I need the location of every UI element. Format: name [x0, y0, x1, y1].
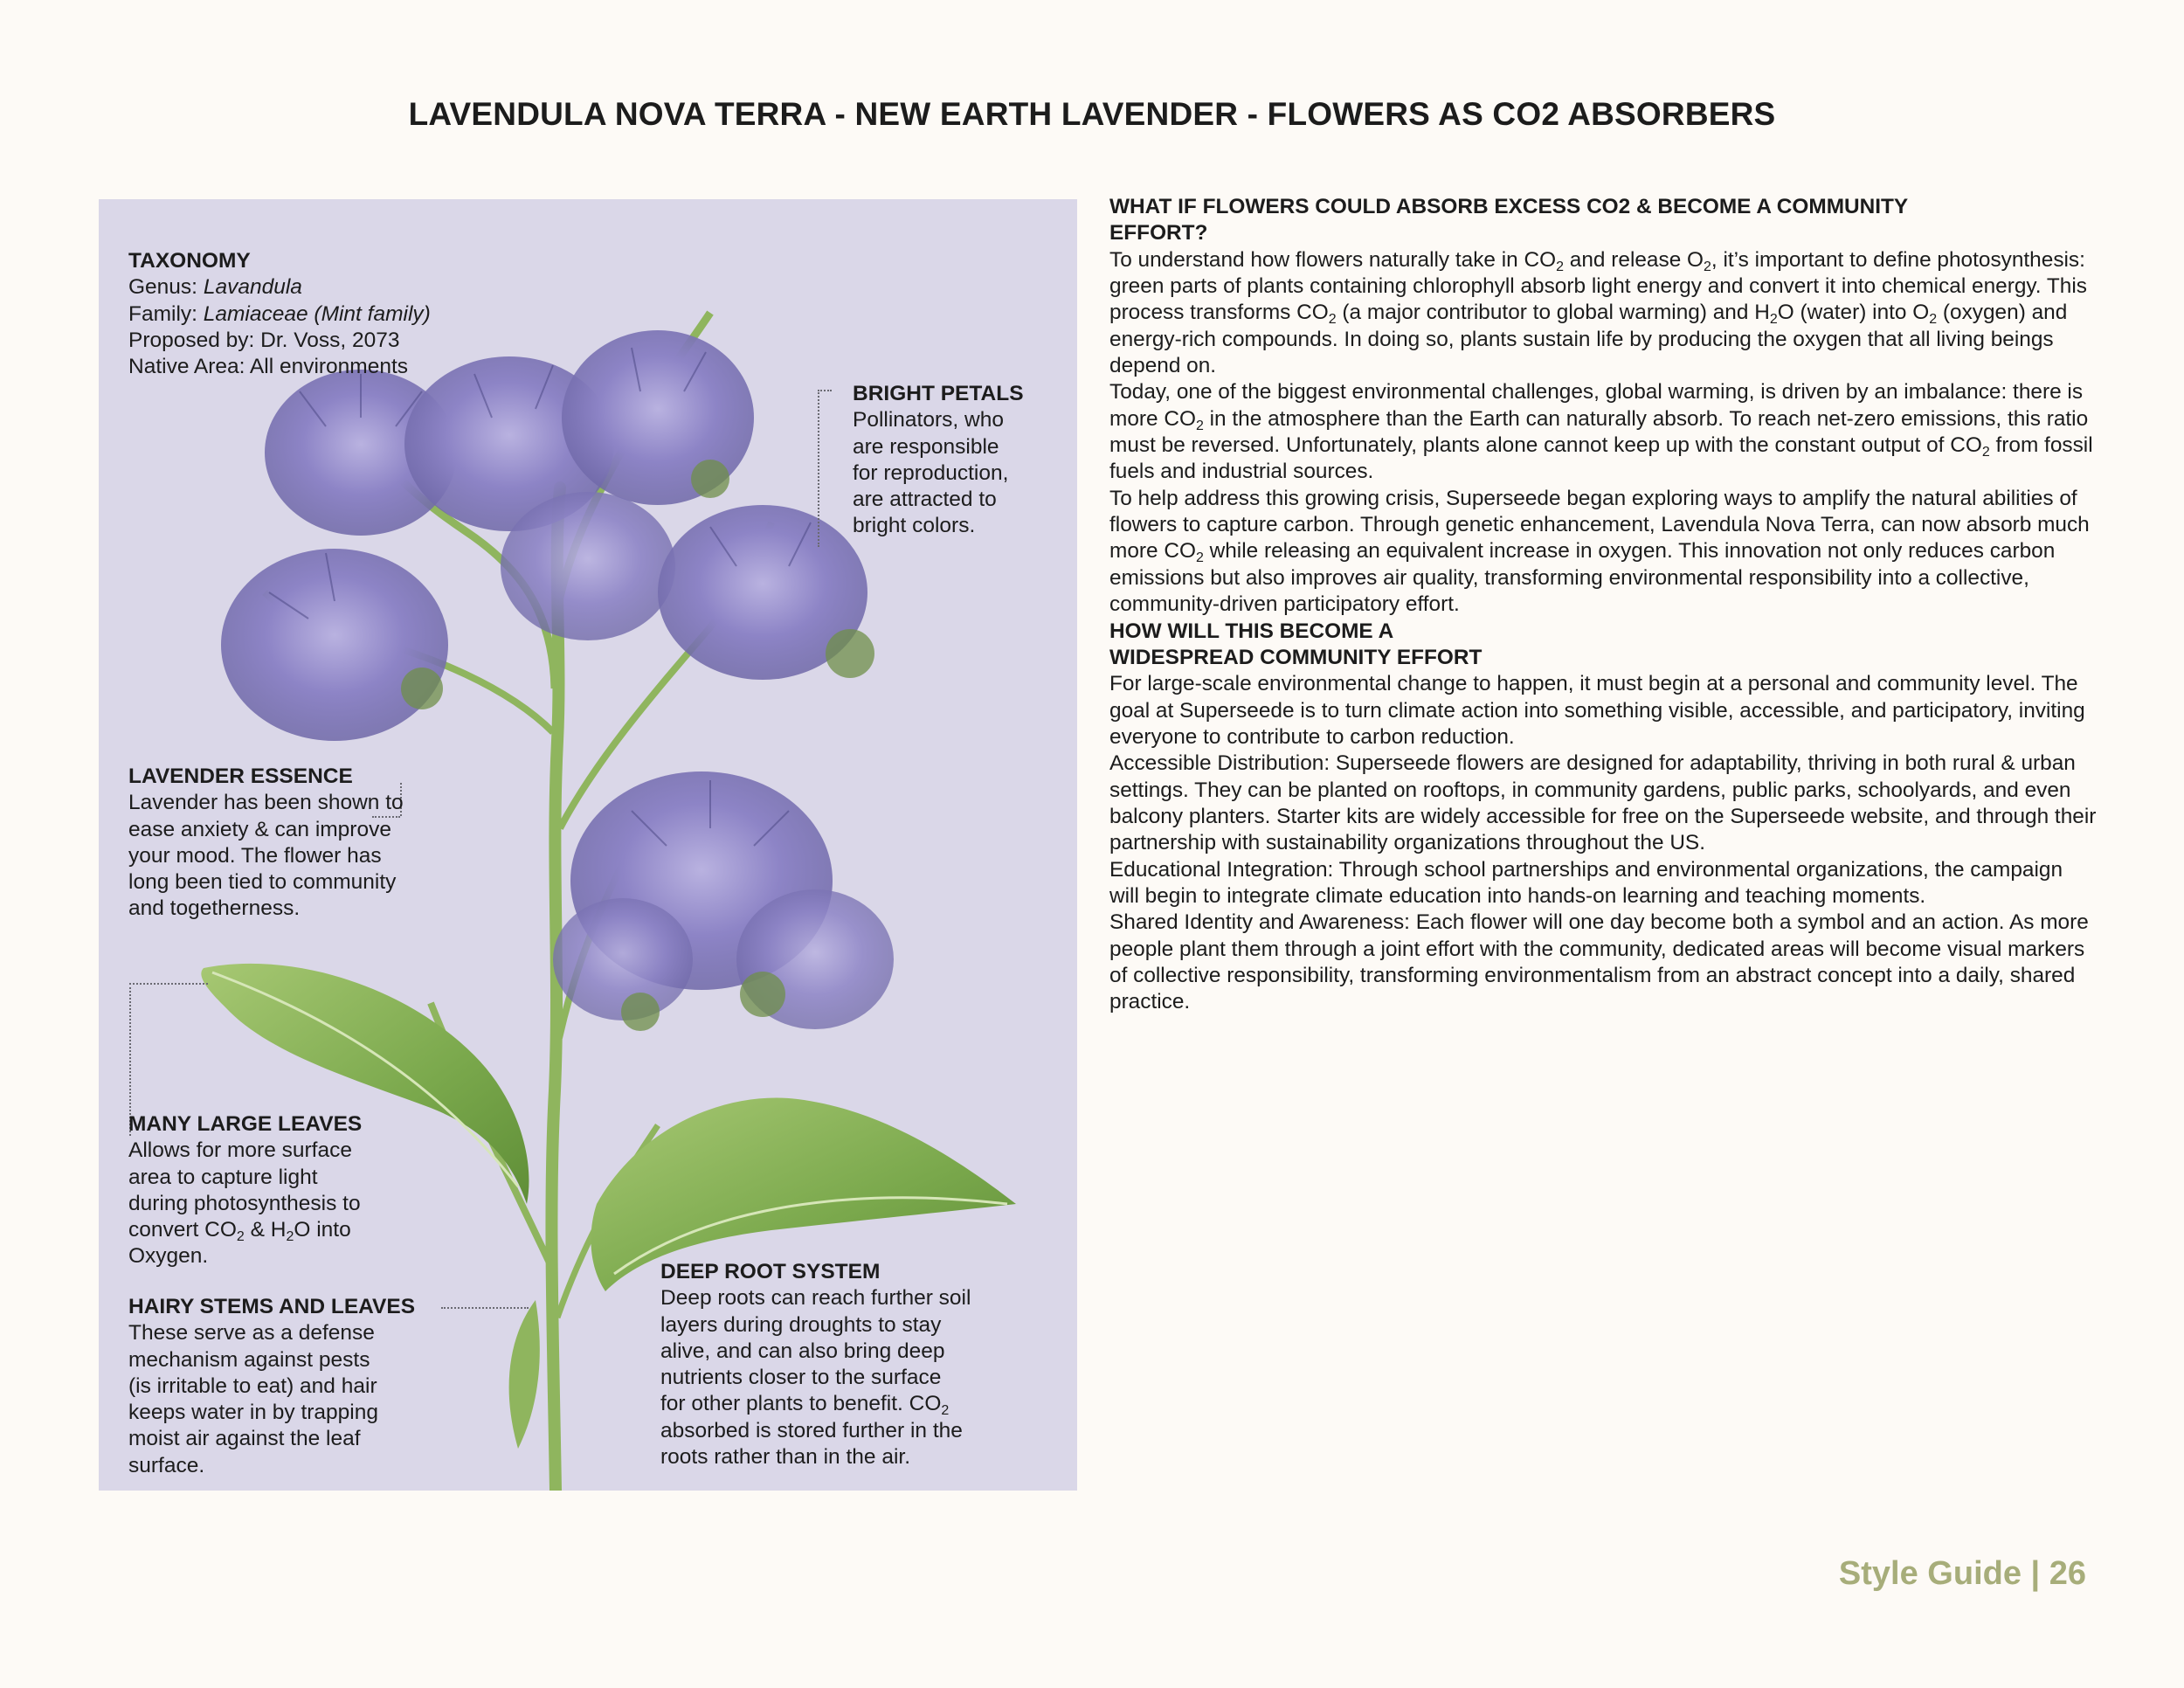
subscript: 2 [286, 1229, 294, 1245]
subscript: 2 [1195, 418, 1204, 433]
paragraph-6: Educational Integration: Through school partnerships and environmental organizations, the campaign will begin to integrate climate education into hands-on learning and teaching moments. [1109, 857, 2063, 908]
many-leaves-line: Oxygen. [128, 1244, 209, 1269]
heading-line: WIDESPREAD COMMUNITY EFFORT [1109, 645, 1482, 669]
bright-petals-line: are attracted to [853, 488, 997, 512]
taxonomy-heading: TAXONOMY [128, 249, 251, 273]
many-leaves-line: area to capture light [128, 1165, 318, 1189]
text-run: in the atmosphere than the Earth can naturally absorb. To reach net-zero emissions, this ratio must be reversed. Unfortunately, plants alone cannot keep up with the constant output of CO [1109, 406, 2089, 458]
article-column [1109, 194, 2097, 1016]
illustration-panel [99, 199, 1077, 1491]
formula-part: for other plants to benefit. CO [660, 1392, 942, 1416]
deep-root-line: Deep roots can reach further soil [660, 1286, 971, 1311]
text-run: To help address this growing crisis, Superseede began exploring ways to amplify the natural abilities of flowers to capture carbon. Through genetic enhancement, Lavendula Nova Terra, can now absorb much more CO [1109, 486, 2090, 564]
subscript: 2 [1195, 550, 1204, 566]
paragraph-7: Shared Identity and Awareness: Each flower will one day become both a symbol and an action. As more people plant them through a joint effort with the community, dedicated areas will become visual markers of collective responsibility, transforming environmentalism from an abstract concept into a daily, shared practice. [1109, 910, 2089, 1014]
heading-line: HOW WILL THIS BECOME A [1109, 619, 1394, 643]
text-run: and release O [1564, 247, 1704, 272]
many-leaves-line: Allows for more surface [128, 1138, 352, 1163]
taxonomy-label [128, 248, 565, 380]
family-value: Lamiaceae (Mint family) [203, 301, 431, 326]
subscript: 2 [1981, 445, 1990, 460]
text-run: from fossil fuels and industrial sources. [1109, 433, 2093, 484]
bright-petals-heading: BRIGHT PETALS [853, 382, 1024, 405]
hairy-stems-line: keeps water in by trapping [128, 1401, 378, 1425]
lavender-essence-line: ease anxiety & can improve [128, 817, 391, 841]
section-heading-1 [1109, 194, 2097, 247]
deep-root-line: layers during droughts to stay [660, 1312, 942, 1337]
hairy-stems-line: mechanism against pests [128, 1347, 370, 1372]
deep-root-co2-line [660, 1391, 1062, 1417]
subscript: 2 [941, 1403, 950, 1419]
bright-petals-leader-tick [818, 390, 832, 391]
lavender-essence-label [128, 764, 495, 923]
paragraph-1 [1109, 247, 2097, 380]
subscript: 2 [1556, 259, 1565, 274]
hairy-stems-line: surface. [128, 1453, 205, 1477]
hairy-stems-heading: HAIRY STEMS AND LEAVES [128, 1295, 416, 1318]
lavender-essence-line: and togetherness. [128, 896, 301, 921]
heading-line: EFFORT? [1109, 221, 1208, 246]
subscript: 2 [1769, 312, 1778, 328]
bright-petals-line: bright colors. [853, 514, 976, 538]
leaves-leader-tick [129, 983, 208, 985]
section-heading-2 [1109, 619, 2097, 672]
bright-petals-label [853, 381, 1062, 540]
paragraph-2 [1109, 379, 2097, 485]
text-run: , it’s important to define photosynthesis: green parts of plants containing chlorophyll absorb light energy and convert it into chemical energy. This process transforms CO [1109, 247, 2087, 325]
text-run: O (water) into O [1777, 301, 1930, 325]
subscript: 2 [236, 1229, 245, 1245]
paragraph-3 [1109, 486, 2097, 619]
deep-root-label [660, 1259, 1062, 1470]
deep-root-line: nutrients closer to the surface [660, 1366, 942, 1390]
page-footer: Style Guide | 26 [1838, 1555, 2086, 1592]
native-area: Native Area: All environments [128, 355, 409, 379]
bright-petals-line: Pollinators, who [853, 408, 1004, 432]
deep-root-line: roots rather than in the air. [660, 1445, 910, 1470]
many-leaves-label [128, 1111, 443, 1270]
hairy-stems-line: These serve as a defense [128, 1321, 375, 1346]
deep-root-line: absorbed is stored further in the [660, 1418, 963, 1442]
lavender-essence-heading: LAVENDER ESSENCE [128, 764, 353, 788]
lavender-essence-line: Lavender has been shown to [128, 791, 404, 815]
genus-label: Genus: [128, 275, 204, 300]
many-leaves-heading: MANY LARGE LEAVES [128, 1112, 363, 1136]
subscript: 2 [1704, 259, 1711, 274]
deep-root-line: alive, and can also bring deep [660, 1339, 945, 1363]
many-leaves-formula [128, 1217, 443, 1243]
subscript: 2 [1328, 312, 1337, 328]
page-title: LAVENDULA NOVA TERRA - NEW EARTH LAVENDER - FLOWERS AS CO2 ABSORBERS [408, 96, 1776, 132]
text-run: (oxygen) and energy-rich compounds. In doing so, plants sustain life by producing the oxygen that all living beings depend on. [1109, 301, 2068, 378]
paragraph-4: For large-scale environmental change to happen, it must begin at a personal and community level. The goal at Superseede is to turn climate action into something visible, accessible, and participatory, inviting everyone to contribute to carbon reduction. [1109, 672, 2085, 749]
proposed-by: Proposed by: Dr. Voss, 2073 [128, 328, 400, 352]
family-label: Family: [128, 301, 204, 326]
bright-petals-line: for reproduction, [853, 460, 1009, 485]
text-run: while releasing an equivalent increase in oxygen. This innovation not only reduces carbon emissions but also improves air quality, transforming environmental responsibility into a collective, community-driven participatory effort. [1109, 539, 2056, 617]
bright-petals-leader [818, 390, 819, 547]
deep-root-heading: DEEP ROOT SYSTEM [660, 1260, 881, 1283]
heading-line: WHAT IF FLOWERS COULD ABSORB EXCESS CO2 & BECOME A COMMUNITY [1109, 195, 1909, 218]
paragraph-5: Accessible Distribution: Superseede flowers are designed for adaptability, thriving in both rural & urban settings. They can be planted on rooftops, in community gardens, public parks, schoolyards, and even balcony planters. Starter kits are widely accessible for free on the Superseede website, and through their partnership with sustainability organizations throughout the US. [1109, 751, 2097, 855]
formula-part: & H [244, 1218, 287, 1242]
text-run: (a major contributor to global warming) and H [1336, 301, 1770, 325]
hairy-stems-line: moist air against the leaf [128, 1427, 361, 1451]
formula-part: O into [294, 1218, 351, 1242]
lavender-essence-line: your mood. The flower has [128, 843, 382, 868]
formula-part: convert CO [128, 1218, 237, 1242]
lavender-essence-line: long been tied to community [128, 870, 397, 895]
genus-value: Lavandula [203, 275, 302, 300]
hairy-stems-line: (is irritable to eat) and hair [128, 1373, 377, 1398]
many-leaves-line: during photosynthesis to [128, 1191, 361, 1215]
hairy-stems-label [128, 1294, 460, 1479]
bright-petals-line: are responsible [853, 434, 999, 459]
subscript: 2 [1929, 312, 1938, 328]
text-run: Today, one of the biggest environmental challenges, global warming, is driven by an imbalance: there is more CO [1109, 380, 2084, 431]
text-run: To understand how flowers naturally take in CO [1109, 247, 1557, 272]
